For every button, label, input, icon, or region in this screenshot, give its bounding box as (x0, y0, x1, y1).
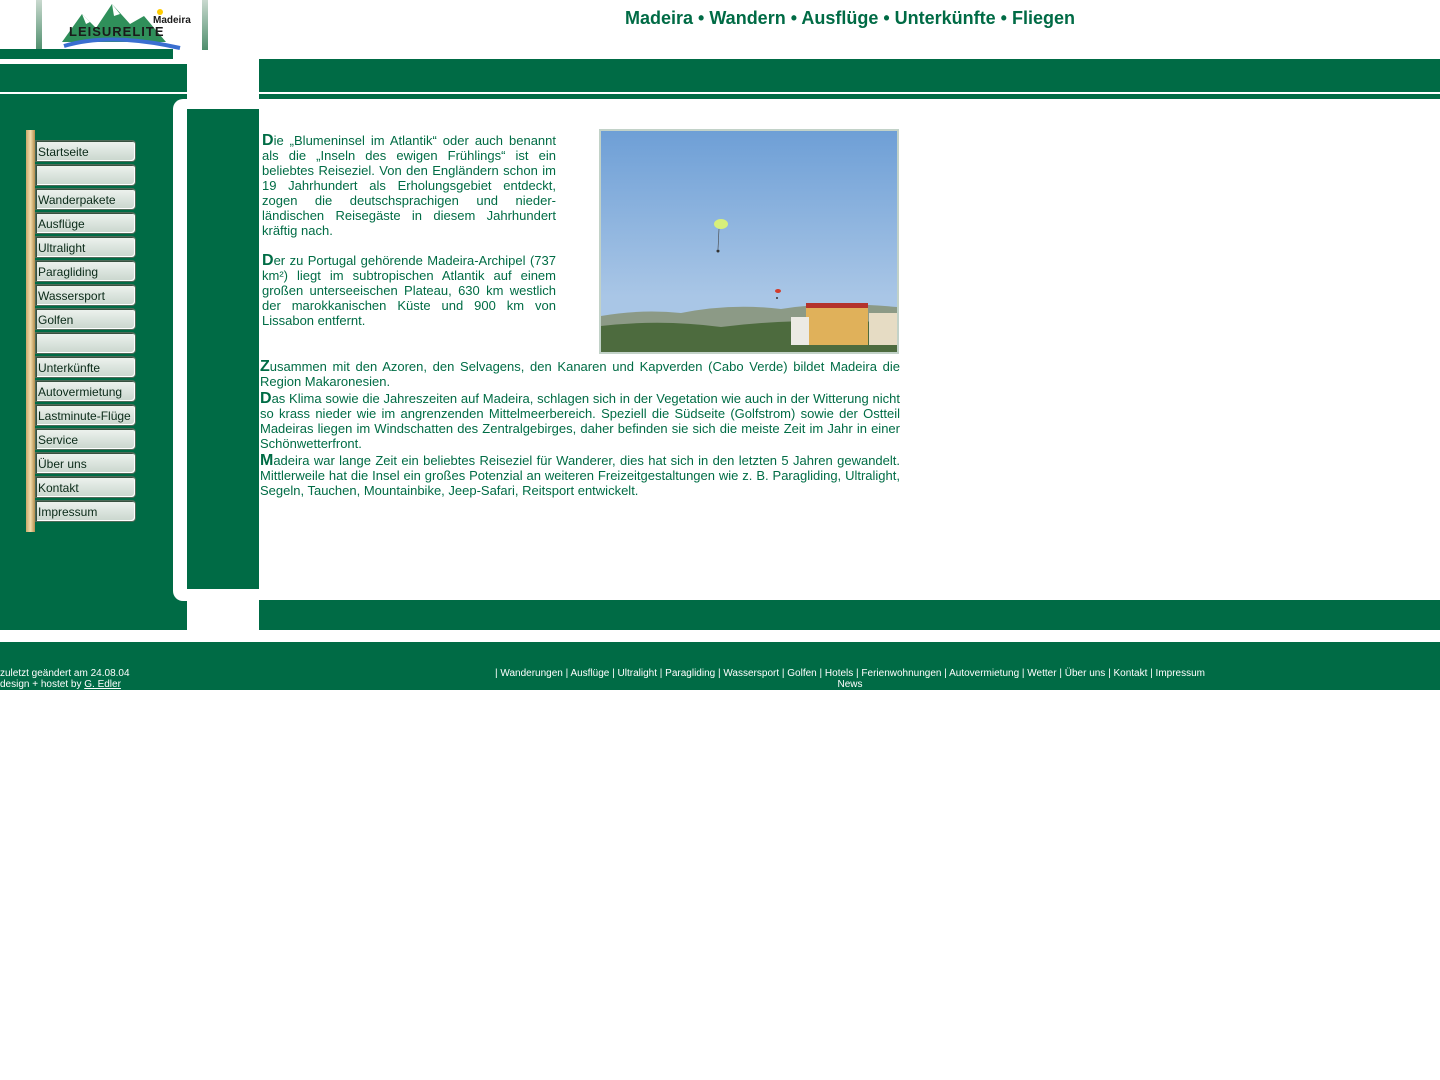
menu-item-empty-1[interactable] (35, 164, 136, 186)
menu-item-kontakt[interactable]: Kontakt (35, 476, 136, 498)
menu-item-ausfluege[interactable]: Ausflüge (35, 212, 136, 234)
site-title: Madeira • Wandern • Ausflüge • Unterkünfte • Fliegen (625, 8, 1075, 28)
menu-item-impressum[interactable]: Impressum (35, 500, 136, 522)
paragraph-text: ie „Blumeninsel im Atlantik“ oder auch benannt als die „Inseln des ewigen Frühlings“ ist ein beliebtes Reiseziel. Von den Engländern schon im 19 Jahrhundert als Erholungsgebiet entdeckt, zogen die deutschsprachigen und nieder-ländischen Reisegäste in diesem Jahrhundert kräftig nach. (262, 133, 556, 238)
paragliders-over-coast-image (601, 131, 897, 352)
paragraph-text: er zu Portugal gehörende Madeira-Archipel (737 km²) liegt im subtropischen Atlantik auf einem großen unterseeischen Plateau, 630 km westlich der marokkanischen Küste und 900 km von Lissabon entfernt. (262, 253, 556, 328)
footer-link-ausfluege[interactable]: Ausflüge (570, 668, 610, 679)
menu-item-lastminute[interactable]: Lastminute-Flüge (35, 404, 136, 426)
footer-link-wassersport[interactable]: Wassersport (723, 668, 780, 679)
footer-link-kontakt[interactable]: Kontakt (1113, 668, 1148, 679)
menu-item-unterkuenfte[interactable]: Unterkünfte (35, 356, 136, 378)
drop-initial: D (260, 390, 272, 407)
logo-right-bar (202, 0, 208, 50)
logo-left-bar (36, 0, 42, 50)
footer-link-wetter[interactable]: Wetter (1027, 668, 1057, 679)
menu-item-wanderpakete[interactable]: Wanderpakete (35, 188, 136, 210)
menu-gold-bar (26, 130, 35, 532)
logo-madeira-text: Madeira (153, 15, 191, 26)
design-credit (0, 679, 130, 690)
drop-initial: D (262, 252, 274, 269)
footer-link-ueber-uns[interactable]: Über uns (1064, 668, 1106, 679)
footer-credits (0, 668, 130, 690)
footer-link-ultralight[interactable]: Ultralight (617, 668, 657, 679)
menu-item-ultralight[interactable]: Ultralight (35, 236, 136, 258)
footer-link-golfen[interactable]: Golfen (787, 668, 817, 679)
drop-initial: M (260, 452, 274, 469)
footer-link-paragliding[interactable]: Paragliding (665, 668, 716, 679)
nav-band (259, 64, 1440, 92)
body-text (260, 357, 900, 498)
menu-item-paragliding[interactable]: Paragliding (35, 260, 136, 282)
body-paragraph (260, 391, 900, 451)
bottom-band (259, 600, 1440, 630)
nav-band-left (0, 64, 187, 92)
intro-paragraph (262, 253, 556, 328)
menu-item-golfen[interactable]: Golfen (35, 308, 136, 330)
paragraph-text: usammen mit den Azoren, den Selvagens, den Kanaren und Kapverden (Cabo Verde) bildet Madeira die Region Makaronesien. (260, 359, 900, 389)
menu-column-curve (173, 99, 187, 601)
menu-item-ueber-uns[interactable]: Über uns (35, 452, 136, 474)
drop-initial: D (262, 132, 274, 149)
site-logo[interactable] (36, 0, 208, 50)
intro-paragraph (262, 133, 556, 238)
footer-link-hotels[interactable]: Hotels (824, 668, 854, 679)
design-credit-text: design + hostet by (0, 679, 85, 690)
intro-text (262, 133, 556, 328)
logo-brand-text: LEISURELITE (69, 24, 165, 39)
drop-initial: Z (260, 358, 270, 375)
footer-link-autovermietung[interactable]: Autovermietung (949, 668, 1020, 679)
menu-item-startseite[interactable]: Startseite (35, 140, 136, 162)
body-paragraph (260, 359, 900, 389)
header-band-left (0, 49, 173, 59)
paragliding-photo (599, 129, 899, 354)
inner-green-column (187, 109, 259, 589)
nav-band-line (259, 94, 1440, 99)
body-paragraph (260, 453, 900, 498)
footer-link-wanderungen[interactable]: Wanderungen (500, 668, 563, 679)
paragraph-text: as Klima sowie die Jahreszeiten auf Madeira, schlagen sich in der Vegetation wie auch in der Witterung nicht so krass nieder wie im angrenzenden Mittelmeerbereich. Speziell die Südseite (Golfstrom) sowie der Ostteil Madeiras liegen im Windschatten des Zentralgebirges, daher befinden sie sich die meiste Zeit im Jahr in einer Schönwetterfront. (260, 391, 900, 451)
menu-item-empty-2[interactable] (35, 332, 136, 354)
last-changed-text: zuletzt geändert am 24.08.04 (0, 668, 130, 679)
menu-item-autovermietung[interactable]: Autovermietung (35, 380, 136, 402)
menu-item-wassersport[interactable]: Wassersport (35, 284, 136, 306)
paragraph-text: adeira war lange Zeit ein beliebtes Reiseziel für Wanderer, dies hat sich in den letzten 5 Jahren gewandelt. Mittlerweile hat die Insel ein großes Potenzial an weiteren Freizeitgestaltungen wie z. B. Paragliding, Ultralight, Segeln, Tauchen, Mountainbike, Jeep-Safari, Reitsport entwickelt. (260, 453, 900, 498)
footer-link-ferienwohnungen[interactable]: Ferienwohnungen (861, 668, 942, 679)
footer-link-impressum[interactable]: Impressum (1155, 668, 1205, 679)
menu-item-service[interactable]: Service (35, 428, 136, 450)
footer-nav: | Wanderungen | Ausflüge | Ultralight | Paragliding | Wassersport | Golfen | Hotels | Ferienwohnungen | Autovermietung | Wetter | Über uns | Kontakt | Impressum News (495, 668, 1205, 690)
footer-link-news[interactable]: News (837, 679, 863, 690)
designer-link[interactable]: G. Edler (84, 679, 121, 690)
